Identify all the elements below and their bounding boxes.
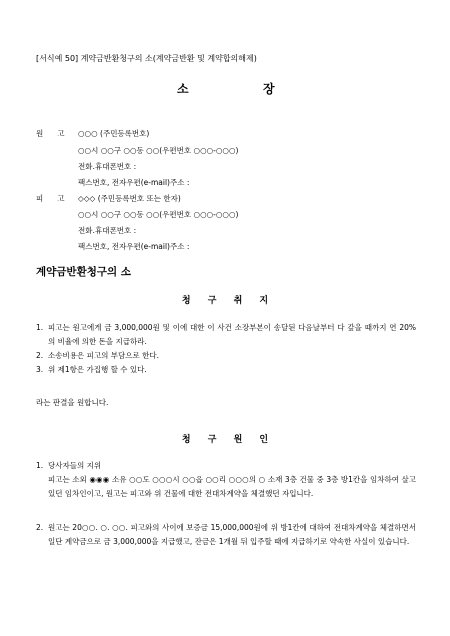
claim-cause-item: 2. 원고는 20○○. ○. ○○. 피고와의 사이에 보증금 15,000,000원에 위 방1칸에 대하여 전대차계약을 체결하면서 일단 계약금으로 금 3,000,000을 지급했고, 잔금은 1개월 뒤 입주할 때에 지급하기로 약속한 사실이 있습니다. bbox=[36, 523, 416, 546]
case-name: 계약금반환청구의 소 bbox=[36, 266, 131, 278]
plaintiff-role: 원 고 bbox=[36, 129, 65, 138]
defendant-address: ○○시 ○○구 ○○동 ○○(우편번호 ○○○-○○○) bbox=[78, 210, 239, 219]
plaintiff-address: ○○시 ○○구 ○○동 ○○(우편번호 ○○○-○○○) bbox=[78, 146, 239, 155]
claim-purpose-heading: 청 구 취 지 bbox=[181, 296, 269, 306]
plaintiff-name: ○○○ (주민등록번호) bbox=[78, 129, 150, 138]
defendant-name: ◇◇◇ (주민등록번호 또는 한자) bbox=[78, 194, 181, 203]
defendant-fax-email: 팩스번호, 전자우편(e-mail)주소 : bbox=[78, 242, 190, 251]
form-label: [서식예 50] 계약금반환청구의 소(계약금반환 및 계약합의해제) bbox=[36, 54, 257, 63]
claim-purpose-item: 1. 피고는 원고에게 금 3,000,000원 및 이에 대한 이 사건 소장부본이 송달된 다음날부터 다 갚을 때까지 연 20%의 비율에 의한 돈을 지급하라. bbox=[36, 323, 416, 346]
defendant-role: 피 고 bbox=[36, 194, 65, 203]
claim-cause-heading: 청 구 원 인 bbox=[181, 435, 269, 445]
plaintiff-fax-email: 팩스번호, 전자우편(e-mail)주소 : bbox=[78, 178, 190, 187]
plaintiff-phone: 전화․휴대폰번호 : bbox=[78, 162, 137, 171]
document-title-char-1: 소 bbox=[177, 82, 189, 96]
claim-purpose-item: 2. 소송비용은 피고의 부담으로 한다. bbox=[36, 351, 159, 360]
defendant-phone: 전화․휴대폰번호 : bbox=[78, 226, 137, 235]
claim-purpose-item: 3. 위 제1항은 가집행 할 수 있다. bbox=[36, 365, 147, 374]
claim-cause-item-body: 피고는 소외 ◉◉◉ 소유 ○○도 ○○○시 ○○읍 ○○리 ○○○의 ○ 소재 3층 건물 중 3층 방1칸을 임차하여 살고 있던 임차인이고, 원고는 피고와 위 건물에 대한 전대차계약을 체결했던 자입니다. bbox=[48, 475, 416, 498]
judgment-request: 라는 판결을 원합니다. bbox=[36, 398, 109, 407]
claim-cause-item-title: 1. 당사자들의 지위 bbox=[36, 461, 102, 470]
document-title-char-2: 장 bbox=[263, 82, 275, 96]
